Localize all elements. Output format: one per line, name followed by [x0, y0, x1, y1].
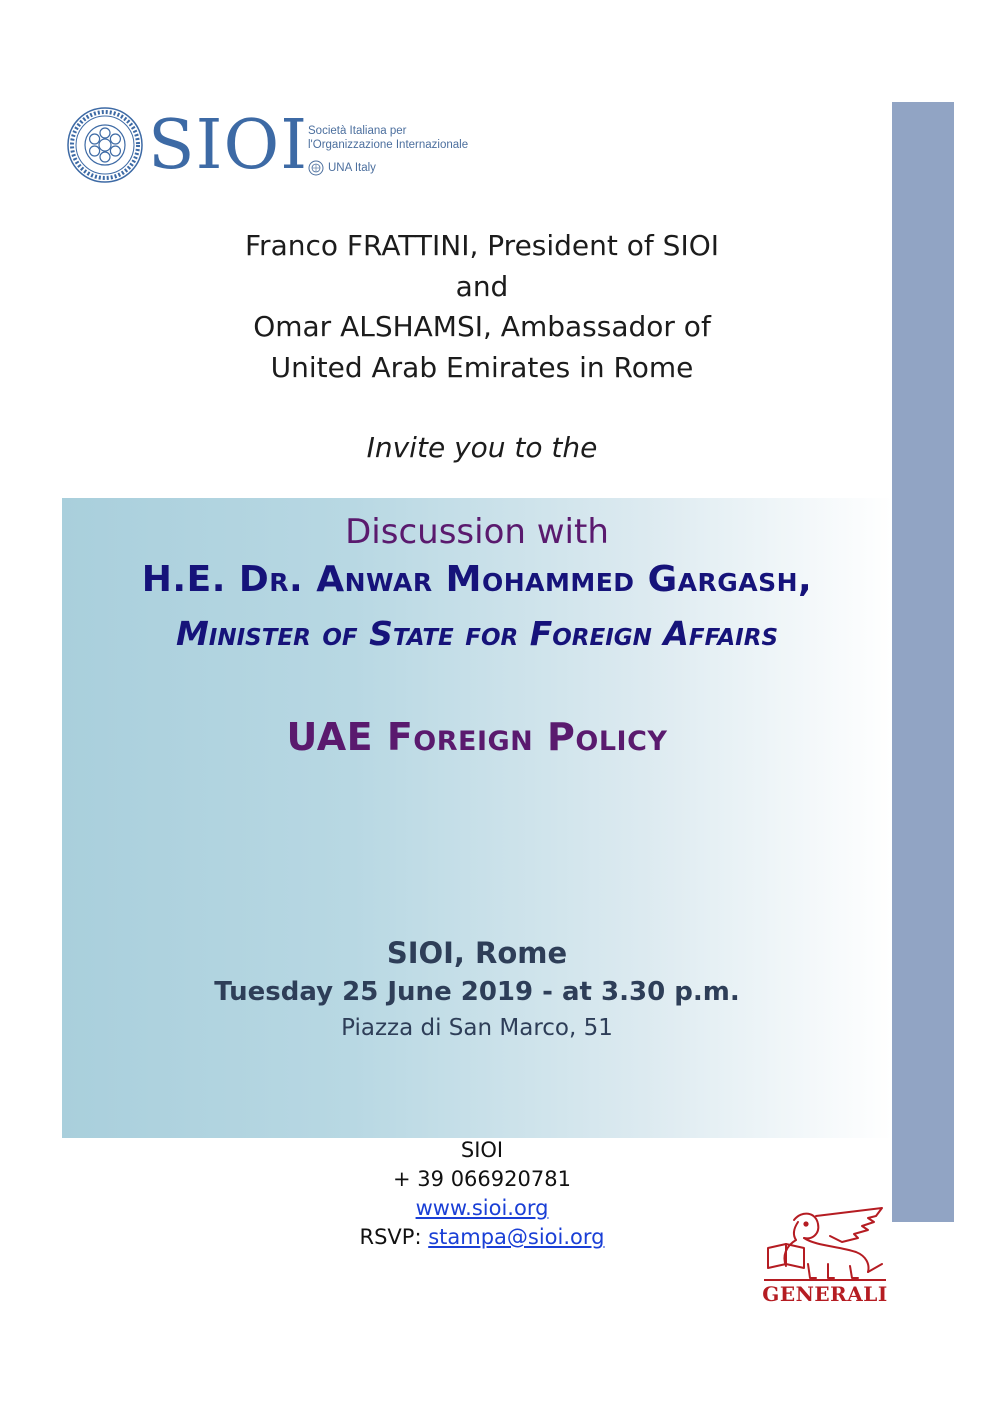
event-title: UAE Foreign Policy: [286, 715, 668, 759]
rsvp-label: RSVP:: [359, 1225, 429, 1249]
hosts-line-1: Franco FRATTINI, President of SIOI: [244, 229, 720, 262]
sioi-logo: [66, 106, 486, 188]
tagline-line-3: UNA Italy: [328, 162, 376, 174]
invite-text: Invite you to the: [366, 431, 598, 464]
event-venue: SIOI, Rome: [386, 936, 568, 970]
website-link[interactable]: www.sioi.org: [415, 1196, 549, 1220]
side-accent-bar: [892, 102, 954, 1222]
hosts-line-3: Omar ALSHAMSI, Ambassador of: [253, 310, 711, 343]
contact-phone: + 39 066920781: [393, 1167, 571, 1191]
rsvp-line: [272, 1223, 692, 1252]
event-date: Tuesday 25 June 2019 - at 3.30 p.m.: [214, 977, 740, 1007]
generali-wordmark: GENERALI: [762, 1282, 888, 1306]
discussion-intro: Discussion with: [345, 512, 609, 552]
tagline-line-1: Società Italiana per: [308, 125, 407, 137]
sioi-wordmark: SIOI: [148, 106, 309, 185]
tagline-line-2: l'Organizzazione Internazionale: [308, 139, 469, 151]
hosts-line-4: United Arab Emirates in Rome: [270, 350, 694, 384]
un-emblem-icon: [308, 160, 324, 176]
hosts-line-2: and: [455, 269, 509, 303]
hosts-block: [140, 226, 824, 388]
generali-logo: [760, 1206, 890, 1306]
contacts-block: [272, 1136, 692, 1252]
event-box: [62, 498, 892, 1138]
sioi-seal-icon: [66, 106, 144, 184]
contact-org: SIOI: [460, 1138, 504, 1162]
guest-name: H.E. Dr. Anwar Mohammed Gargash,: [141, 559, 813, 600]
sioi-tagline: [308, 124, 468, 176]
rsvp-email-link[interactable]: stampa@sioi.org: [428, 1225, 605, 1249]
winged-lion-icon: [764, 1206, 886, 1282]
event-address: Piazza di San Marco, 51: [341, 1015, 613, 1041]
guest-role: Minister of State for Foreign Affairs: [175, 614, 779, 653]
tagline-line-3-row: [308, 160, 468, 176]
